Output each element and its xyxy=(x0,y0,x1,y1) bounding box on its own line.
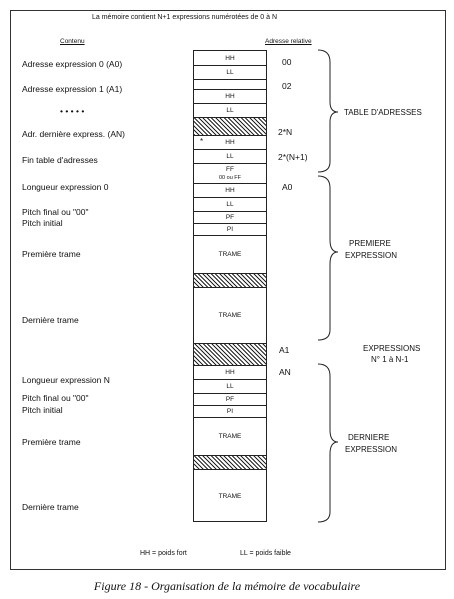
cell-ff-line1: FF xyxy=(226,165,234,173)
label-last-frame-0: Dernière trame xyxy=(22,315,79,325)
label-ellipsis: • • • • • xyxy=(60,106,85,116)
star-mark: * xyxy=(200,137,204,146)
brace-table xyxy=(318,50,338,172)
section-first-line1: PREMIERE xyxy=(349,239,391,248)
cell-hh: HH xyxy=(225,54,235,62)
cell-hh: HH xyxy=(194,365,266,379)
cell-ll: LL xyxy=(194,149,266,163)
section-last-line1: DERNIERE xyxy=(348,433,390,442)
section-table-label: TABLE D'ADRESSES xyxy=(344,108,422,117)
cell-ff-line2: 00 ou FF xyxy=(218,174,241,181)
label-address-last-expr: Adr. dernière express. (AN) xyxy=(22,129,125,139)
cell-pi: PI xyxy=(194,223,266,235)
cell-hh: HH xyxy=(194,89,266,103)
brace-first-expression xyxy=(318,176,338,340)
address-02: 02 xyxy=(282,81,292,91)
address-2n-plus-1: 2*(N+1) xyxy=(278,152,308,162)
label-address-expr-0: Adresse expression 0 (A0) xyxy=(22,59,123,69)
address-a0: A0 xyxy=(282,182,293,192)
legend-ll: LL = poids faible xyxy=(240,550,291,557)
cell-trame: TRAME xyxy=(194,287,266,343)
label-first-frame-0: Première trame xyxy=(22,249,81,259)
label-length-expr-0: Longueur expression 0 xyxy=(22,182,109,192)
brace-last-expression xyxy=(318,364,338,522)
address-header: Adresse relative xyxy=(265,38,312,45)
label-pitch-final-n: Pitch final ou "00" xyxy=(22,393,89,403)
address-a1: A1 xyxy=(279,345,290,355)
label-length-expr-n: Longueur expression N xyxy=(22,375,110,385)
label-pitch-initial-0: Pitch initial xyxy=(22,218,63,228)
legend-hh: HH = poids fort xyxy=(140,550,187,557)
cell-pf: PF xyxy=(194,393,266,405)
cell-ll: LL xyxy=(194,65,266,79)
label-address-expr-1: Adresse expression 1 (A1) xyxy=(22,84,123,94)
cell-ll: LL xyxy=(194,197,266,211)
cell-ll: LL xyxy=(194,103,266,117)
cell-trame: TRAME xyxy=(194,469,266,523)
label-pitch-final-0: Pitch final ou "00" xyxy=(22,207,89,217)
section-middle-line2: N° 1 à N-1 xyxy=(371,355,409,364)
label-first-frame-n: Première trame xyxy=(22,437,81,447)
label-last-frame-n: Dernière trame xyxy=(22,502,79,512)
cell-hh-text: HH xyxy=(225,139,235,146)
section-first-line2: EXPRESSION xyxy=(345,251,398,260)
section-last-line2: EXPRESSION xyxy=(345,445,398,454)
section-middle-line1: EXPRESSIONS xyxy=(363,344,421,353)
cell-ll: LL xyxy=(194,379,266,393)
figure-title: La mémoire contient N+1 expressions numérotées de 0 à N xyxy=(92,14,278,21)
figure-caption: Figure 18 - Organisation de la mémoire de vocabulaire xyxy=(93,579,361,593)
cell-trame: TRAME xyxy=(194,235,266,273)
label-pitch-initial-n: Pitch initial xyxy=(22,405,63,415)
content-header: Contenu xyxy=(60,38,85,45)
cell-trame: TRAME xyxy=(194,417,266,455)
cell-pi: PI xyxy=(194,405,266,417)
address-an: AN xyxy=(279,367,291,377)
cell-pf: PF xyxy=(194,211,266,223)
cell-hh: HH xyxy=(194,183,266,197)
address-00: 00 xyxy=(282,57,292,67)
label-end-of-table: Fin table d'adresses xyxy=(22,155,98,165)
address-2n: 2*N xyxy=(278,127,293,137)
